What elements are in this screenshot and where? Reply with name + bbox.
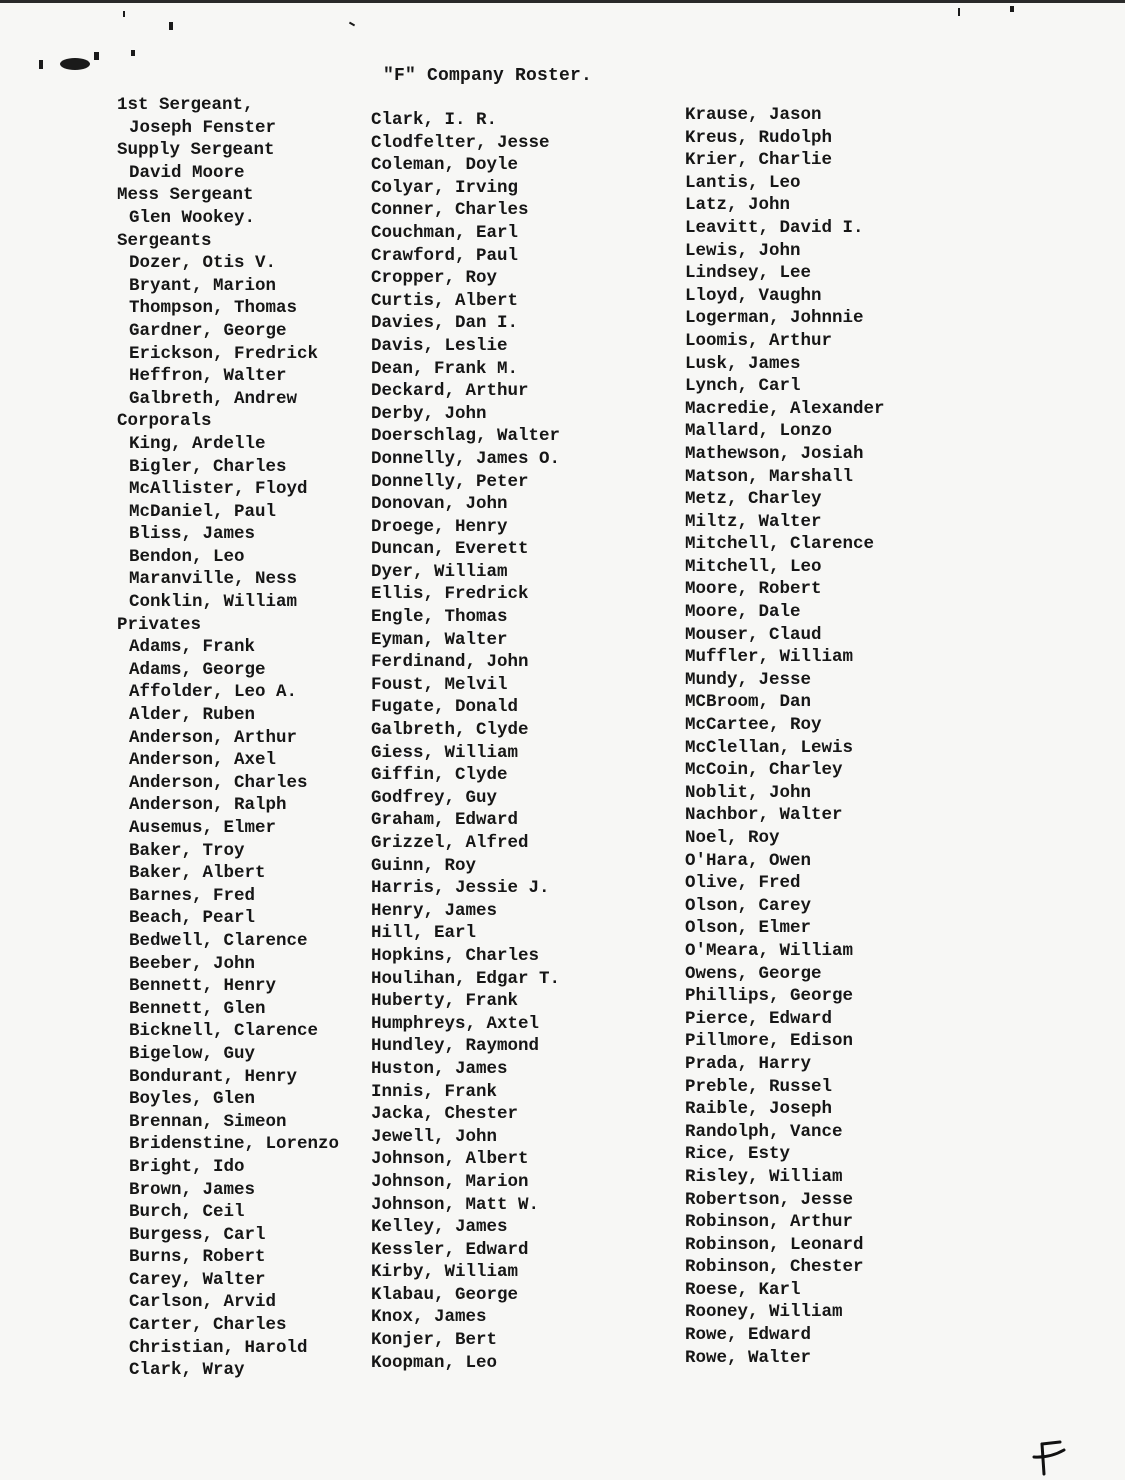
- roster-name: Krause, Jason: [685, 105, 822, 125]
- roster-name: Ferdinand, John: [371, 652, 529, 673]
- roster-name: Preble, Russel: [685, 1076, 833, 1097]
- roster-name: Gardner, George: [129, 320, 287, 341]
- roster-name: Erickson, Fredrick: [129, 343, 319, 364]
- roster-name: Bigler, Charles: [129, 456, 287, 477]
- roster-name: Macredie, Alexander: [685, 398, 885, 419]
- roster-name: Lewis, John: [685, 240, 801, 261]
- roster-name: Clodfelter, Jesse: [371, 132, 550, 153]
- roster-name: Burch, Ceil: [129, 1202, 245, 1223]
- roster-name: Baker, Troy: [129, 840, 245, 861]
- roster-name: Latz, John: [685, 195, 791, 216]
- roster-name: Miltz, Walter: [685, 511, 822, 532]
- ink-blot: [60, 58, 90, 70]
- rank-heading: 1st Sergeant,: [117, 95, 254, 115]
- roster-name: Engle, Thomas: [371, 607, 508, 628]
- ink-speck: [39, 60, 43, 69]
- roster-name: Dean, Frank M.: [371, 358, 519, 379]
- roster-name: Pillmore, Edison: [685, 1031, 854, 1052]
- roster-name: McCoin, Charley: [685, 760, 843, 781]
- roster-name: Brennan, Simeon: [129, 1111, 287, 1132]
- roster-name: Beach, Pearl: [129, 908, 256, 929]
- roster-name: Olson, Elmer: [685, 918, 812, 939]
- roster-name: Lindsey, Lee: [685, 263, 812, 284]
- roster-name: Randolph, Vance: [685, 1121, 843, 1142]
- roster-name: Bright, Ido: [129, 1156, 245, 1177]
- roster-name: Dozer, Otis V.: [129, 253, 277, 274]
- page-top-edge: [0, 0, 1125, 3]
- roster-name: McClellan, Lewis: [685, 737, 854, 758]
- roster-name: Bennett, Henry: [129, 976, 277, 997]
- roster-name: Bendon, Leo: [129, 546, 245, 567]
- roster-name: Doerschlag, Walter: [371, 426, 561, 447]
- roster-column-2: [371, 109, 560, 1374]
- roster-name: Innis, Frank: [371, 1081, 498, 1102]
- roster-name: Eyman, Walter: [371, 629, 508, 650]
- roster-name: Droege, Henry: [371, 516, 508, 537]
- roster-name: Anderson, Charles: [129, 772, 308, 793]
- roster-name: Muffler, William: [685, 647, 854, 668]
- handwritten-f-mark: [1030, 1440, 1080, 1476]
- roster-name: Mundy, Jesse: [685, 669, 812, 690]
- roster-name: Anderson, Axel: [129, 750, 277, 771]
- roster-name: Christian, Harold: [129, 1337, 308, 1358]
- roster-name: Derby, John: [371, 403, 487, 424]
- roster-name: Prada, Harry: [685, 1053, 812, 1074]
- rank-heading: Privates: [117, 614, 202, 635]
- roster-name: Mitchell, Leo: [685, 556, 822, 577]
- roster-name: Bennett, Glen: [129, 998, 266, 1019]
- roster-name: Anderson, Arthur: [129, 727, 298, 748]
- roster-name: Kelley, James: [371, 1217, 508, 1238]
- roster-name: Coleman, Doyle: [371, 155, 519, 176]
- roster-name: Donnelly, James O.: [371, 448, 561, 469]
- roster-name: Joseph Fenster: [129, 117, 277, 138]
- roster-name: Johnson, Marion: [371, 1171, 529, 1192]
- rank-heading: Corporals: [117, 411, 212, 432]
- roster-name: O'Meara, William: [685, 940, 854, 961]
- roster-name: Conner, Charles: [371, 200, 529, 221]
- roster-name: Robertson, Jesse: [685, 1189, 854, 1210]
- roster-name: Kirby, William: [371, 1262, 519, 1283]
- roster-name: Raible, Joseph: [685, 1099, 833, 1120]
- roster-name: Brown, James: [129, 1179, 256, 1200]
- roster-name: Moore, Dale: [685, 602, 801, 623]
- roster-name: Hundley, Raymond: [371, 1036, 540, 1057]
- ink-speck: [169, 22, 173, 30]
- roster-name: Giess, William: [371, 742, 519, 763]
- roster-name: Bicknell, Clarence: [129, 1021, 319, 1042]
- roster-name: Baker, Albert: [129, 863, 266, 884]
- roster-name: Duncan, Everett: [371, 539, 529, 560]
- roster-name: Burgess, Carl: [129, 1224, 266, 1245]
- roster-name: Houlihan, Edgar T.: [371, 968, 561, 989]
- rank-heading: Sergeants: [117, 230, 212, 251]
- roster-name: Giffin, Clyde: [371, 765, 508, 786]
- roster-name: Clark, Wray: [129, 1360, 245, 1381]
- roster-name: Bedwell, Clarence: [129, 930, 308, 951]
- roster-name: Alder, Ruben: [129, 705, 256, 726]
- roster-name: Fugate, Donald: [371, 697, 519, 718]
- roster-name: Nachbor, Walter: [685, 805, 843, 826]
- roster-name: Lusk, James: [685, 353, 801, 374]
- roster-name: Couchman, Earl: [371, 222, 519, 243]
- roster-name: Glen Wookey.: [129, 207, 256, 228]
- roster-name: Hill, Earl: [371, 923, 477, 944]
- roster-name: Huston, James: [371, 1058, 508, 1079]
- roster-name: Adams, George: [129, 659, 266, 680]
- rank-heading: Supply Sergeant: [117, 140, 275, 161]
- roster-name: Bryant, Marion: [129, 275, 277, 296]
- roster-name: MCBroom, Dan: [685, 692, 812, 713]
- roster-name: Boyles, Glen: [129, 1089, 256, 1110]
- roster-name: Burns, Robert: [129, 1247, 266, 1268]
- rank-heading: Mess Sergeant: [117, 185, 254, 206]
- roster-name: Huberty, Frank: [371, 991, 519, 1012]
- roster-name: Affolder, Leo A.: [129, 682, 298, 703]
- roster-name: McCartee, Roy: [685, 715, 822, 736]
- ink-speck: [349, 22, 355, 27]
- roster-name: Roese, Karl: [685, 1279, 801, 1300]
- roster-name: Olson, Carey: [685, 895, 812, 916]
- roster-name: Knox, James: [371, 1307, 487, 1328]
- roster-name: McAllister, Floyd: [129, 479, 308, 500]
- roster-name: Noel, Roy: [685, 828, 780, 848]
- roster-name: Galbreth, Andrew: [129, 388, 298, 409]
- roster-name: Crawford, Paul: [371, 245, 519, 266]
- roster-name: Bridenstine, Lorenzo: [129, 1134, 340, 1155]
- roster-name: Cropper, Roy: [371, 268, 498, 289]
- roster-name: Koopman, Leo: [371, 1352, 498, 1373]
- roster-name: Robinson, Chester: [685, 1257, 864, 1278]
- ink-speck: [94, 52, 99, 60]
- roster-name: Barnes, Fred: [129, 885, 256, 906]
- ink-speck: [1010, 6, 1014, 12]
- roster-name: Humphreys, Axtel: [371, 1013, 540, 1034]
- roster-name: Logerman, Johnnie: [685, 308, 864, 329]
- roster-name: Maranville, Ness: [129, 569, 298, 590]
- roster-name: Pierce, Edward: [685, 1008, 833, 1029]
- roster-column-1: [117, 94, 339, 1382]
- roster-name: David Moore: [129, 162, 245, 183]
- roster-name: Lloyd, Vaughn: [685, 285, 822, 306]
- roster-name: Donovan, John: [371, 494, 508, 515]
- roster-name: Guinn, Roy: [371, 855, 477, 876]
- roster-name: Deckard, Arthur: [371, 381, 529, 402]
- roster-name: Bondurant, Henry: [129, 1066, 298, 1087]
- ink-speck: [123, 11, 125, 17]
- roster-name: Kessler, Edward: [371, 1239, 529, 1260]
- roster-name: Godfrey, Guy: [371, 787, 498, 808]
- roster-name: Bigelow, Guy: [129, 1043, 256, 1064]
- roster-name: Rooney, William: [685, 1302, 843, 1323]
- roster-name: Matson, Marshall: [685, 466, 854, 487]
- roster-name: Olive, Fred: [685, 873, 801, 894]
- roster-name: Konjer, Bert: [371, 1330, 498, 1351]
- roster-name: Graham, Edward: [371, 810, 519, 831]
- roster-name: Klabau, George: [371, 1284, 519, 1305]
- roster-name: Jewell, John: [371, 1126, 498, 1147]
- roster-name: Mitchell, Clarence: [685, 534, 875, 555]
- roster-name: Johnson, Matt W.: [371, 1194, 540, 1215]
- roster-name: Grizzel, Alfred: [371, 833, 529, 853]
- roster-name: Lynch, Carl: [685, 376, 801, 397]
- roster-name: Davies, Dan I.: [371, 313, 519, 334]
- roster-name: Noblit, John: [685, 782, 812, 803]
- roster-name: Rice, Esty: [685, 1144, 791, 1165]
- roster-name: Jacka, Chester: [371, 1104, 519, 1125]
- roster-name: Rowe, Walter: [685, 1347, 812, 1368]
- roster-name: Anderson, Ralph: [129, 795, 287, 816]
- roster-name: Thompson, Thomas: [129, 298, 298, 319]
- roster-name: Dyer, William: [371, 561, 508, 582]
- roster-name: Hopkins, Charles: [371, 945, 540, 966]
- roster-name: Carter, Charles: [129, 1315, 287, 1336]
- roster-name: Galbreth, Clyde: [371, 720, 529, 741]
- roster-name: King, Ardelle: [129, 433, 266, 454]
- roster-name: Davis, Leslie: [371, 335, 508, 356]
- roster-name: Henry, James: [371, 900, 498, 921]
- roster-name: Curtis, Albert: [371, 290, 519, 311]
- roster-name: Heffron, Walter: [129, 366, 287, 387]
- roster-name: Kreus, Rudolph: [685, 127, 833, 148]
- roster-name: Leavitt, David I.: [685, 217, 864, 238]
- roster-name: Foust, Melvil: [371, 674, 508, 695]
- roster-name: Ellis, Fredrick: [371, 584, 529, 605]
- roster-name: Mathewson, Josiah: [685, 443, 864, 464]
- roster-name: Loomis, Arthur: [685, 330, 833, 351]
- roster-name: Harris, Jessie J.: [371, 878, 550, 899]
- roster-name: Bliss, James: [129, 524, 256, 545]
- ink-speck: [131, 50, 135, 56]
- roster-name: Carey, Walter: [129, 1269, 266, 1290]
- roster-name: Mallard, Lonzo: [685, 421, 833, 442]
- roster-name: Mouser, Claud: [685, 624, 822, 645]
- roster-title: "F" Company Roster.: [383, 66, 593, 86]
- roster-name: Beeber, John: [129, 953, 256, 974]
- roster-name: Owens, George: [685, 963, 822, 984]
- roster-name: Carlson, Arvid: [129, 1292, 277, 1313]
- roster-name: Moore, Robert: [685, 579, 822, 600]
- roster-name: Clark, I. R.: [371, 110, 498, 130]
- roster-column-3: [685, 104, 885, 1369]
- roster-name: McDaniel, Paul: [129, 501, 277, 522]
- roster-name: Robinson, Leonard: [685, 1234, 864, 1255]
- roster-name: Johnson, Albert: [371, 1149, 529, 1170]
- roster-name: Metz, Charley: [685, 489, 822, 510]
- roster-name: Phillips, George: [685, 986, 854, 1007]
- roster-name: O'Hara, Owen: [685, 850, 812, 871]
- roster-name: Robinson, Arthur: [685, 1212, 854, 1233]
- roster-name: Rowe, Edward: [685, 1325, 812, 1346]
- roster-name: Donnelly, Peter: [371, 471, 529, 492]
- roster-name: Colyar, Irving: [371, 177, 519, 198]
- roster-name: Ausemus, Elmer: [129, 818, 277, 838]
- roster-name: Krier, Charlie: [685, 150, 833, 171]
- roster-name: Lantis, Leo: [685, 172, 801, 193]
- roster-name: Conklin, William: [129, 592, 298, 613]
- roster-name: Adams, Frank: [129, 637, 256, 658]
- ink-speck: [958, 8, 960, 16]
- roster-name: Risley, William: [685, 1166, 843, 1187]
